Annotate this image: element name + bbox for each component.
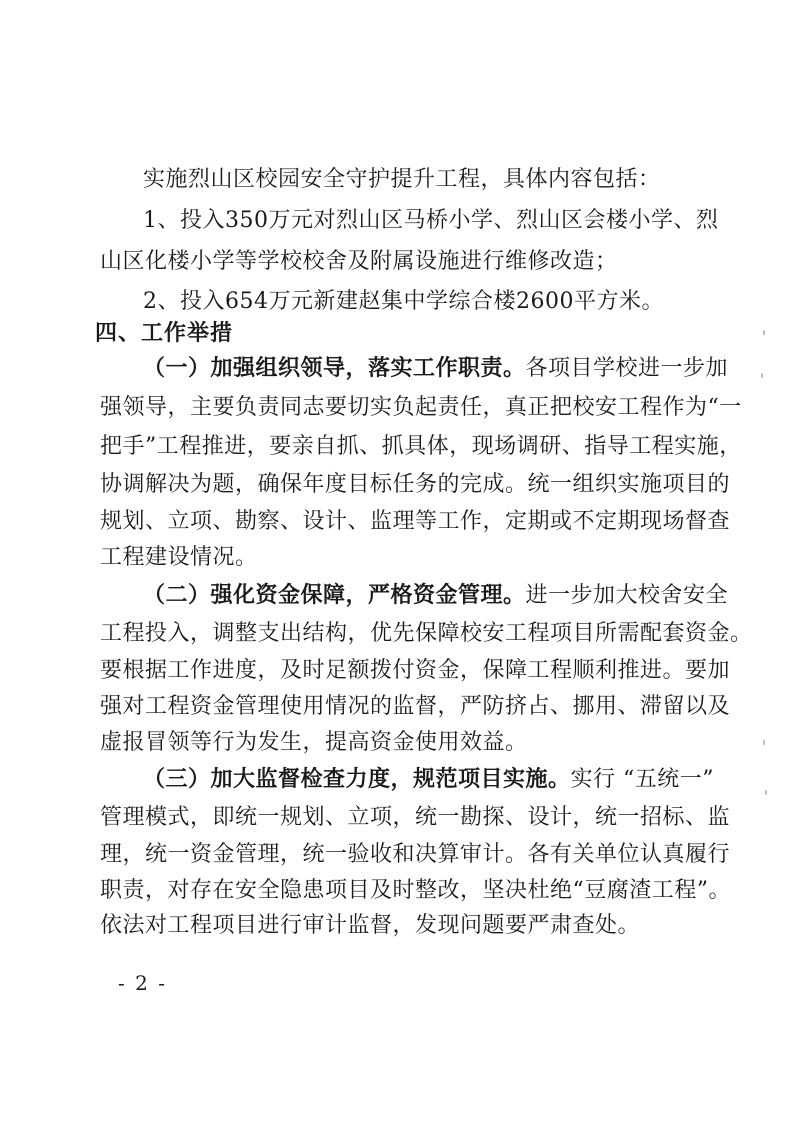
measure-3-title: （三）加大监督检查力度，规范项目实施。 — [143, 767, 571, 792]
scan-speck — [763, 740, 765, 745]
measure-3-line-2: 管理模式，即统一规划、立项，统一勘探、设计，统一招标、监 — [100, 805, 731, 830]
scan-speck — [761, 373, 763, 378]
scan-speck — [765, 790, 767, 795]
measure-1-line-1-text: 各项目学校进一步加 — [525, 356, 729, 381]
measure-3-line-3: 理，统一资金管理，统一验收和决算审计。各有关单位认真履行 — [100, 842, 731, 867]
measure-1-line-2: 强领导，主要负责同志要切实负起责任，真正把校安工程作为“一 — [100, 395, 742, 420]
measure-1-line-6: 工程建设情况。 — [100, 545, 258, 570]
scan-speck — [763, 330, 765, 335]
measure-3-line-4: 职责，对存在安全隐患项目及时整改，坚决杜绝“豆腐渣工程”。 — [100, 878, 731, 903]
section-title: 四、工作举措 — [95, 321, 234, 346]
measure-2-line-3: 要根据工作进度，及时足额拨付资金，保障工程顺利推进。要加 — [100, 658, 731, 683]
item-1-line-2: 山区化楼小学等学校校舍及附属设施进行维修改造； — [100, 249, 618, 274]
measure-1-title: （一）加强组织领导，落实工作职责。 — [143, 356, 526, 381]
measure-2-line-5: 虚报冒领等行为发生，提高资金使用效益。 — [100, 730, 528, 755]
intro-line: 实施烈山区校园安全守护提升工程，具体内容包括： — [143, 167, 661, 192]
measure-2-line-1-text: 进一步加大校舍安全 — [525, 583, 729, 608]
measure-2-line-4: 强对工程资金管理使用情况的监督，严防挤占、挪用、滞留以及 — [100, 694, 731, 719]
measure-1-line-3: 把手”工程推进，要亲自抓、抓具体，现场调研、指导工程实施， — [100, 434, 742, 459]
measure-3-line-5: 依法对工程项目进行审计监督，发现问题要严肃查处。 — [100, 913, 641, 938]
measure-1-line-5: 规划、立项、勘察、设计、监理等工作，定期或不定期现场督查 — [100, 509, 731, 534]
measure-1-line-1 — [143, 351, 729, 387]
page-number: - 2 - — [118, 971, 167, 995]
measure-1-line-4: 协调解决为题，确保年度目标任务的完成。统一组织实施项目的 — [100, 472, 731, 497]
measure-2-line-1 — [143, 578, 729, 614]
measure-2-line-2: 工程投入，调整支出结构，优先保障校安工程项目所需配套资金。 — [100, 621, 753, 646]
measure-3-line-1-text: 实行 “五统一” — [570, 767, 715, 792]
measure-3-line-1 — [143, 762, 715, 798]
item-2-line: 2、投入654万元新建赵集中学综合楼2600平方米。 — [143, 289, 664, 314]
item-1-line-1: 1、投入350万元对烈山区马桥小学、烈山区会楼小学、烈 — [143, 208, 719, 233]
measure-2-title: （二）强化资金保障，严格资金管理。 — [143, 583, 526, 608]
